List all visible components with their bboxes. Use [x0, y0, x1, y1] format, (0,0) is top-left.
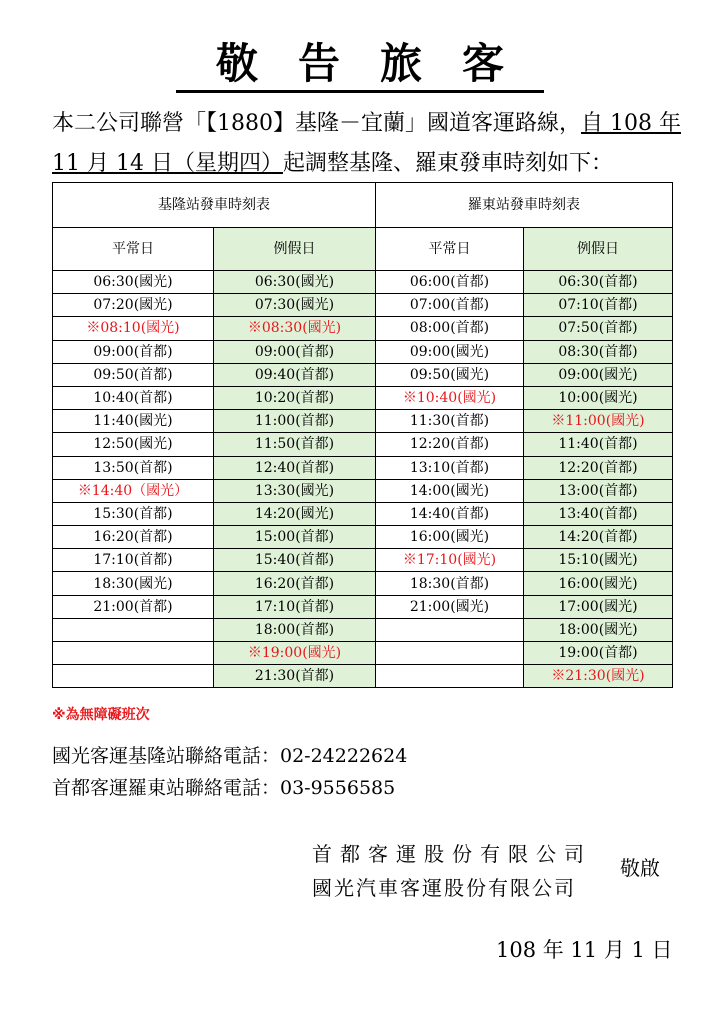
- intro-text-3: 起調整基隆、羅東發車時刻如下：: [282, 151, 613, 176]
- table-row: [53, 410, 673, 433]
- luodong-holiday-cell: 16:00(國光): [524, 572, 673, 595]
- table-row: [53, 595, 673, 618]
- keelung-holiday-cell: 16:20(首都): [214, 572, 376, 595]
- keelung-holiday-cell: ※08:30(國光): [214, 317, 376, 340]
- luodong-weekday-cell: 07:00(首都): [376, 294, 524, 317]
- keelung-weekday-cell: [53, 618, 214, 641]
- luodong-weekday-cell: 06:00(首都): [376, 271, 524, 294]
- luodong-weekday-cell: 12:20(首都): [376, 433, 524, 456]
- luodong-holiday-cell: 15:10(國光): [524, 549, 673, 572]
- luodong-holiday-cell: 07:10(首都): [524, 294, 673, 317]
- notice-title-text: 敬告旅客: [176, 38, 544, 93]
- keelung-holiday-cell: 17:10(首都): [214, 595, 376, 618]
- keelung-weekday-cell: [53, 642, 214, 665]
- luodong-holiday-cell: 18:00(國光): [524, 618, 673, 641]
- timetable: [52, 182, 673, 688]
- closing-sign: 敬啟: [620, 856, 660, 880]
- keelung-holiday-cell: 21:30(首都): [214, 665, 376, 688]
- luodong-weekday-cell: 13:10(首都): [376, 456, 524, 479]
- station-header-row: [53, 183, 673, 228]
- luodong-holiday-cell: 08:30(首都): [524, 340, 673, 363]
- table-row: [53, 665, 673, 688]
- keelung-holiday-cell: ※19:00(國光): [214, 642, 376, 665]
- keelung-holiday-cell: 14:20(國光): [214, 502, 376, 525]
- keelung-weekday-cell: 21:00(首都): [53, 595, 214, 618]
- table-row: [53, 549, 673, 572]
- table-row: [53, 618, 673, 641]
- table-row: [53, 340, 673, 363]
- keelung-holiday-cell: 15:00(首都): [214, 526, 376, 549]
- keelung-weekday-cell: 18:30(國光): [53, 572, 214, 595]
- table-row: [53, 572, 673, 595]
- contact-line-luodong: 首都客運羅東站聯絡電話：03-9556585: [52, 777, 396, 799]
- luodong-holiday-cell: ※11:00(國光): [524, 410, 673, 433]
- luodong-weekday-cell: 09:00(國光): [376, 340, 524, 363]
- luodong-weekday-cell: [376, 618, 524, 641]
- luodong-holiday-cell: 19:00(首都): [524, 642, 673, 665]
- contact-line-keelung: 國光客運基隆站聯絡電話：02-24222624: [52, 745, 408, 767]
- luodong-weekday-cell: 16:00(國光): [376, 526, 524, 549]
- keelung-weekday-cell: 07:20(國光): [53, 294, 214, 317]
- intro-text-1: 本二公司聯營「【1880】基隆－宜蘭」國道客運路線，: [52, 111, 581, 136]
- luodong-holiday-cell: 07:50(首都): [524, 317, 673, 340]
- keelung-holiday-cell: 11:50(首都): [214, 433, 376, 456]
- keelung-holiday-cell: 09:00(首都): [214, 340, 376, 363]
- luodong-weekday-header: 平常日: [376, 228, 524, 271]
- luodong-station-header: 羅東站發車時刻表: [376, 183, 673, 228]
- luodong-holiday-cell: 11:40(首都): [524, 433, 673, 456]
- keelung-weekday-cell: 09:50(首都): [53, 363, 214, 386]
- keelung-weekday-cell: 06:30(國光): [53, 271, 214, 294]
- accessibility-note: ※為無障礙班次: [52, 707, 150, 723]
- keelung-holiday-cell: 06:30(國光): [214, 271, 376, 294]
- luodong-holiday-cell: ※21:30(國光): [524, 665, 673, 688]
- keelung-weekday-cell: 15:30(首都): [53, 502, 214, 525]
- luodong-weekday-cell: 11:30(首都): [376, 410, 524, 433]
- luodong-weekday-cell: 14:40(首都): [376, 502, 524, 525]
- luodong-weekday-cell: ※10:40(國光): [376, 386, 524, 409]
- company-name-kuokuang: 國光汽車客運股份有限公司: [312, 876, 576, 900]
- luodong-holiday-cell: 13:40(首都): [524, 502, 673, 525]
- keelung-holiday-cell: 12:40(首都): [214, 456, 376, 479]
- luodong-holiday-cell: 06:30(首都): [524, 271, 673, 294]
- keelung-holiday-cell: 10:20(首都): [214, 386, 376, 409]
- table-row: [53, 386, 673, 409]
- luodong-weekday-cell: 09:50(國光): [376, 363, 524, 386]
- table-row: [53, 502, 673, 525]
- keelung-holiday-header: 例假日: [214, 228, 376, 271]
- notice-title: [0, 38, 720, 93]
- table-row: [53, 456, 673, 479]
- luodong-holiday-cell: 09:00(國光): [524, 363, 673, 386]
- table-row: [53, 642, 673, 665]
- luodong-weekday-cell: [376, 665, 524, 688]
- table-row: [53, 317, 673, 340]
- luodong-holiday-cell: 17:00(國光): [524, 595, 673, 618]
- keelung-holiday-cell: 15:40(首都): [214, 549, 376, 572]
- luodong-holiday-header: 例假日: [524, 228, 673, 271]
- timetable-body: [53, 271, 673, 688]
- keelung-weekday-cell: ※14:40（國光）: [53, 479, 214, 502]
- keelung-holiday-cell: 11:00(首都): [214, 410, 376, 433]
- table-row: [53, 363, 673, 386]
- table-row: [53, 479, 673, 502]
- notice-date: 108 年 11 月 1 日: [496, 938, 673, 962]
- keelung-holiday-cell: 18:00(首都): [214, 618, 376, 641]
- luodong-weekday-cell: [376, 642, 524, 665]
- luodong-holiday-cell: 10:00(國光): [524, 386, 673, 409]
- table-row: [53, 526, 673, 549]
- keelung-weekday-cell: 16:20(首都): [53, 526, 214, 549]
- table-row: [53, 271, 673, 294]
- keelung-weekday-cell: [53, 665, 214, 688]
- company-name-capital: 首都客運股份有限公司: [312, 842, 592, 866]
- keelung-holiday-cell: 09:40(首都): [214, 363, 376, 386]
- luodong-holiday-cell: 13:00(首都): [524, 479, 673, 502]
- luodong-holiday-cell: 14:20(首都): [524, 526, 673, 549]
- luodong-weekday-cell: 18:30(首都): [376, 572, 524, 595]
- luodong-weekday-cell: 08:00(首都): [376, 317, 524, 340]
- intro-date-underlined: 自 108 年 11 月 14 日（星期四）: [52, 111, 681, 176]
- keelung-weekday-cell: 12:50(國光): [53, 433, 214, 456]
- daytype-header-row: [53, 228, 673, 271]
- luodong-weekday-cell: ※17:10(國光): [376, 549, 524, 572]
- keelung-weekday-cell: ※08:10(國光): [53, 317, 214, 340]
- keelung-holiday-cell: 07:30(國光): [214, 294, 376, 317]
- intro-paragraph: [52, 104, 682, 184]
- keelung-weekday-cell: 10:40(首都): [53, 386, 214, 409]
- luodong-weekday-cell: 14:00(國光): [376, 479, 524, 502]
- table-row: [53, 433, 673, 456]
- keelung-station-header: 基隆站發車時刻表: [53, 183, 376, 228]
- table-row: [53, 294, 673, 317]
- keelung-weekday-header: 平常日: [53, 228, 214, 271]
- keelung-weekday-cell: 09:00(首都): [53, 340, 214, 363]
- luodong-holiday-cell: 12:20(首都): [524, 456, 673, 479]
- keelung-weekday-cell: 11:40(國光): [53, 410, 214, 433]
- keelung-weekday-cell: 13:50(首都): [53, 456, 214, 479]
- keelung-weekday-cell: 17:10(首都): [53, 549, 214, 572]
- keelung-holiday-cell: 13:30(國光): [214, 479, 376, 502]
- luodong-weekday-cell: 21:00(國光): [376, 595, 524, 618]
